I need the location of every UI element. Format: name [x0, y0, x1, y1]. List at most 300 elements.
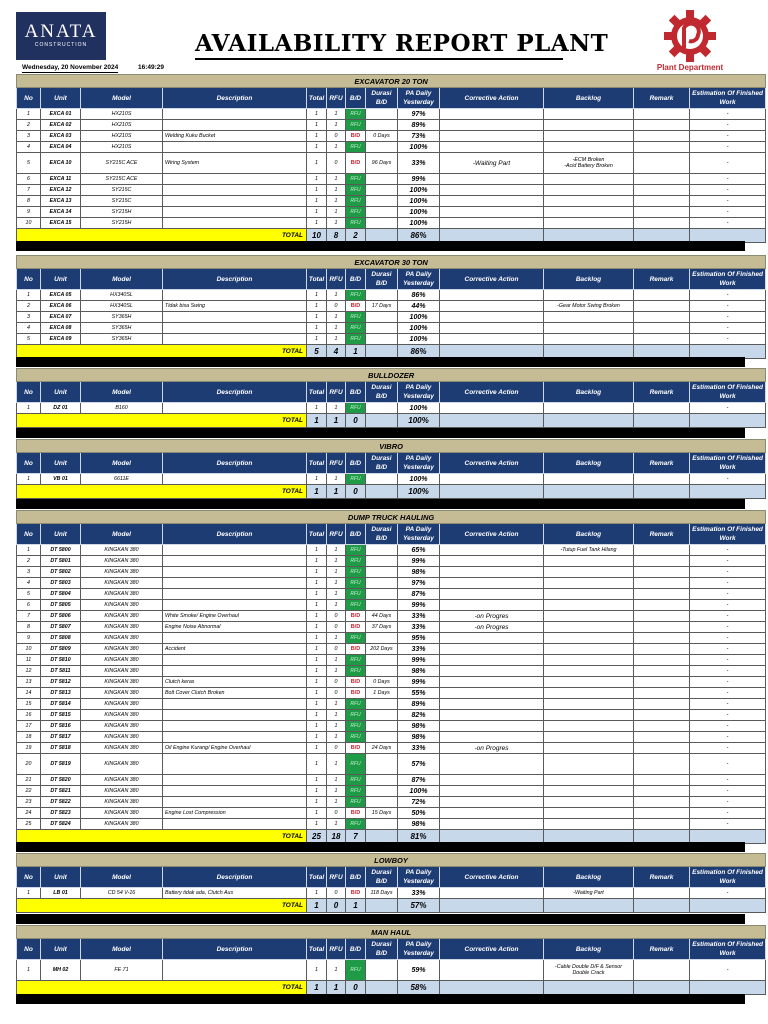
total-backlog — [544, 414, 634, 428]
cell-total: 1 — [307, 666, 327, 677]
cell-pa: 99% — [398, 655, 440, 666]
cell-backlog — [544, 290, 634, 301]
cell-unit: VB 01 — [41, 474, 81, 485]
cell-durasi — [366, 290, 398, 301]
cell-unit: EXCA 02 — [41, 120, 81, 131]
cell-action — [440, 556, 544, 567]
cell-no: 1 — [17, 403, 41, 414]
table-row — [17, 323, 766, 334]
column-header: Total — [307, 867, 327, 888]
cell-desc — [163, 960, 307, 981]
cell-est: - — [690, 578, 766, 589]
table-row — [17, 153, 766, 174]
cell-est: - — [690, 207, 766, 218]
table-row — [17, 196, 766, 207]
section-title: LOWBOY — [17, 854, 766, 867]
cell-durasi: 15 Days — [366, 808, 398, 819]
cell-durasi — [366, 960, 398, 981]
cell-action — [440, 131, 544, 142]
cell-model: KINGKAN 380 — [81, 699, 163, 710]
cell-rfu: 1 — [327, 120, 346, 131]
cell-action — [440, 174, 544, 185]
cell-unit: EXCA 10 — [41, 153, 81, 174]
cell-est: - — [690, 633, 766, 644]
cell-backlog — [544, 120, 634, 131]
cell-total: 1 — [307, 819, 327, 830]
cell-no: 7 — [17, 185, 41, 196]
cell-no: 7 — [17, 611, 41, 622]
cell-pa: 72% — [398, 797, 440, 808]
column-header: Model — [81, 453, 163, 474]
table-row — [17, 545, 766, 556]
cell-bd: RFU — [346, 775, 366, 786]
cell-durasi — [366, 754, 398, 775]
section-divider — [16, 994, 745, 1004]
section-divider — [16, 428, 745, 438]
total-rfu: 1 — [327, 981, 346, 995]
cell-remark — [634, 301, 690, 312]
cell-pa: 99% — [398, 600, 440, 611]
cell-bd: RFU — [346, 474, 366, 485]
cell-backlog — [544, 207, 634, 218]
total-units: 1 — [307, 899, 327, 913]
cell-durasi — [366, 666, 398, 677]
cell-total: 1 — [307, 218, 327, 229]
cell-est: - — [690, 153, 766, 174]
cell-durasi — [366, 545, 398, 556]
cell-model: KINGKAN 380 — [81, 677, 163, 688]
section-header-row — [17, 926, 766, 939]
cell-model: KINGKAN 380 — [81, 808, 163, 819]
cell-rfu: 0 — [327, 301, 346, 312]
cell-model: CD 54 V-16 — [81, 888, 163, 899]
cell-model: KINGKAN 380 — [81, 578, 163, 589]
column-header: Backlog — [544, 867, 634, 888]
cell-bd: B/D — [346, 301, 366, 312]
cell-durasi: 44 Days — [366, 611, 398, 622]
cell-unit: DT 5811 — [41, 666, 81, 677]
cell-rfu: 1 — [327, 600, 346, 611]
total-rfu: 8 — [327, 229, 346, 243]
cell-unit: DT 5807 — [41, 622, 81, 633]
cell-desc — [163, 699, 307, 710]
cell-pa: 98% — [398, 666, 440, 677]
total-rfu: 1 — [327, 414, 346, 428]
total-durasi — [366, 899, 398, 913]
cell-rfu: 0 — [327, 688, 346, 699]
cell-model: KINGKAN 380 — [81, 556, 163, 567]
cell-rfu: 1 — [327, 710, 346, 721]
cell-action — [440, 185, 544, 196]
section-divider — [16, 357, 745, 367]
column-header: PA Daily Yesterday — [398, 453, 440, 474]
column-header: Corrective Action — [440, 524, 544, 545]
cell-est: - — [690, 721, 766, 732]
cell-backlog — [544, 732, 634, 743]
cell-est: - — [690, 196, 766, 207]
table-row — [17, 808, 766, 819]
cell-model: HX340SL — [81, 301, 163, 312]
cell-desc — [163, 600, 307, 611]
cell-action: -Waiting Part — [440, 153, 544, 174]
cell-desc — [163, 545, 307, 556]
section-header-row — [17, 854, 766, 867]
cell-total: 1 — [307, 142, 327, 153]
total-pa: 58% — [398, 981, 440, 995]
table-row — [17, 888, 766, 899]
cell-bd: RFU — [346, 710, 366, 721]
total-pa: 81% — [398, 830, 440, 844]
cell-remark — [634, 218, 690, 229]
cell-unit: EXCA 12 — [41, 185, 81, 196]
column-header: Model — [81, 939, 163, 960]
cell-action — [440, 474, 544, 485]
cell-action — [440, 710, 544, 721]
cell-rfu: 1 — [327, 786, 346, 797]
cell-no: 5 — [17, 334, 41, 345]
cell-durasi — [366, 786, 398, 797]
cell-model: KINGKAN 380 — [81, 589, 163, 600]
total-est — [690, 899, 766, 913]
cell-rfu: 1 — [327, 960, 346, 981]
cell-action — [440, 732, 544, 743]
cell-remark — [634, 644, 690, 655]
cell-action — [440, 196, 544, 207]
cell-remark — [634, 710, 690, 721]
cell-model: HX210S — [81, 120, 163, 131]
cell-bd: RFU — [346, 797, 366, 808]
cell-no: 2 — [17, 301, 41, 312]
cell-desc — [163, 556, 307, 567]
cell-unit: DT 5815 — [41, 710, 81, 721]
logo-name: ANATA — [24, 21, 98, 42]
cell-total: 1 — [307, 403, 327, 414]
cell-rfu: 0 — [327, 622, 346, 633]
section-table — [16, 510, 766, 844]
cell-rfu: 1 — [327, 754, 346, 775]
cell-remark — [634, 732, 690, 743]
total-bd: 0 — [346, 414, 366, 428]
cell-durasi — [366, 721, 398, 732]
cell-no: 4 — [17, 323, 41, 334]
cell-backlog — [544, 699, 634, 710]
cell-unit: DT 5824 — [41, 819, 81, 830]
cell-total: 1 — [307, 578, 327, 589]
table-row — [17, 786, 766, 797]
cell-bd: RFU — [346, 819, 366, 830]
cell-rfu: 1 — [327, 819, 346, 830]
cell-action — [440, 290, 544, 301]
table-row — [17, 721, 766, 732]
cell-rfu: 1 — [327, 545, 346, 556]
cell-unit: EXCA 13 — [41, 196, 81, 207]
cell-remark — [634, 109, 690, 120]
cell-total: 1 — [307, 808, 327, 819]
cell-desc — [163, 403, 307, 414]
total-pa: 86% — [398, 229, 440, 243]
cell-total: 1 — [307, 633, 327, 644]
cell-backlog — [544, 334, 634, 345]
cell-backlog — [544, 754, 634, 775]
cell-total: 1 — [307, 655, 327, 666]
cell-model: SY365H — [81, 312, 163, 323]
cell-unit: DT 5814 — [41, 699, 81, 710]
column-header: No — [17, 453, 41, 474]
cell-desc — [163, 666, 307, 677]
column-header: Unit — [41, 524, 81, 545]
cell-durasi — [366, 403, 398, 414]
cell-total: 1 — [307, 710, 327, 721]
cell-no: 1 — [17, 109, 41, 120]
cell-durasi — [366, 600, 398, 611]
cell-no: 19 — [17, 743, 41, 754]
cell-unit: DT 5810 — [41, 655, 81, 666]
cell-durasi — [366, 207, 398, 218]
column-header: PA Daily Yesterday — [398, 382, 440, 403]
column-header: Remark — [634, 939, 690, 960]
column-header: B/D — [346, 269, 366, 290]
cell-unit: EXCA 07 — [41, 312, 81, 323]
total-row — [17, 899, 766, 913]
cell-action — [440, 207, 544, 218]
cell-desc: Wiring System — [163, 153, 307, 174]
cell-remark — [634, 545, 690, 556]
cell-pa: 99% — [398, 174, 440, 185]
report-title: AVAILABILITY REPORT PLANT — [195, 30, 609, 57]
cell-pa: 97% — [398, 109, 440, 120]
column-header: PA Daily Yesterday — [398, 867, 440, 888]
cell-action — [440, 688, 544, 699]
cell-no: 14 — [17, 688, 41, 699]
cell-total: 1 — [307, 323, 327, 334]
cell-model: KINGKAN 380 — [81, 819, 163, 830]
cell-bd: RFU — [346, 732, 366, 743]
cell-total: 1 — [307, 775, 327, 786]
cell-remark — [634, 688, 690, 699]
column-header: Estimation Of Finished Work — [690, 88, 766, 109]
cell-unit: MH 02 — [41, 960, 81, 981]
cell-remark — [634, 699, 690, 710]
column-header: Corrective Action — [440, 939, 544, 960]
cell-est: - — [690, 312, 766, 323]
cell-durasi — [366, 567, 398, 578]
cell-backlog: -Cable Double D/F & Sensor Double Crack — [544, 960, 634, 981]
table-row — [17, 655, 766, 666]
cell-desc — [163, 655, 307, 666]
cell-bd: RFU — [346, 786, 366, 797]
cell-action — [440, 808, 544, 819]
section-divider — [16, 914, 745, 924]
table-row — [17, 142, 766, 153]
cell-total: 1 — [307, 301, 327, 312]
cell-pa: 87% — [398, 775, 440, 786]
cell-total: 1 — [307, 196, 327, 207]
cell-pa: 33% — [398, 644, 440, 655]
cell-desc: White Smoke/ Engine Overhaul — [163, 611, 307, 622]
cell-model: KINGKAN 380 — [81, 655, 163, 666]
cell-desc — [163, 109, 307, 120]
section-title: EXCAVATOR 20 TON — [17, 75, 766, 88]
cell-model: SY215C — [81, 185, 163, 196]
column-header: Unit — [41, 88, 81, 109]
total-rfu: 0 — [327, 899, 346, 913]
cell-remark — [634, 567, 690, 578]
cell-unit: EXCA 08 — [41, 323, 81, 334]
cell-est: - — [690, 142, 766, 153]
cell-total: 1 — [307, 589, 327, 600]
table-row — [17, 567, 766, 578]
cell-durasi — [366, 578, 398, 589]
total-units: 5 — [307, 345, 327, 359]
cell-no: 21 — [17, 775, 41, 786]
column-header: No — [17, 269, 41, 290]
table-row — [17, 819, 766, 830]
total-bd: 0 — [346, 981, 366, 995]
cell-no: 10 — [17, 218, 41, 229]
cell-durasi — [366, 589, 398, 600]
cell-total: 1 — [307, 743, 327, 754]
cell-desc — [163, 142, 307, 153]
column-header: Remark — [634, 269, 690, 290]
cell-desc — [163, 754, 307, 775]
company-logo — [16, 12, 106, 60]
cell-desc — [163, 174, 307, 185]
column-header: Corrective Action — [440, 382, 544, 403]
cell-est: - — [690, 109, 766, 120]
cell-bd: B/D — [346, 644, 366, 655]
cell-pa: 99% — [398, 677, 440, 688]
cell-unit: DZ 01 — [41, 403, 81, 414]
cell-rfu: 1 — [327, 312, 346, 323]
cell-action — [440, 301, 544, 312]
cell-total: 1 — [307, 131, 327, 142]
table-row — [17, 174, 766, 185]
cell-est: - — [690, 743, 766, 754]
cell-est: - — [690, 888, 766, 899]
section-title: MAN HAUL — [17, 926, 766, 939]
cell-backlog — [544, 677, 634, 688]
cell-action — [440, 567, 544, 578]
cell-no: 3 — [17, 567, 41, 578]
section-title: DUMP TRUCK HAULING — [17, 511, 766, 524]
cell-desc: Tidak bisa Swing — [163, 301, 307, 312]
cell-pa: 89% — [398, 699, 440, 710]
cell-rfu: 0 — [327, 644, 346, 655]
cell-unit: DT 5817 — [41, 732, 81, 743]
cell-action — [440, 589, 544, 600]
cell-est: - — [690, 120, 766, 131]
cell-unit: DT 5802 — [41, 567, 81, 578]
cell-total: 1 — [307, 556, 327, 567]
column-header: Unit — [41, 382, 81, 403]
cell-action — [440, 334, 544, 345]
cell-backlog — [544, 797, 634, 808]
column-header: Unit — [41, 269, 81, 290]
cell-action — [440, 218, 544, 229]
cell-bd: RFU — [346, 556, 366, 567]
column-header: Durasi B/D — [366, 269, 398, 290]
column-header: No — [17, 524, 41, 545]
table-row — [17, 732, 766, 743]
total-pa: 86% — [398, 345, 440, 359]
table-row — [17, 644, 766, 655]
cell-backlog — [544, 611, 634, 622]
cell-total: 1 — [307, 754, 327, 775]
total-rfu: 1 — [327, 485, 346, 499]
column-header: Unit — [41, 453, 81, 474]
cell-desc: Engine Lost Compression — [163, 808, 307, 819]
cell-action: -on Progres — [440, 611, 544, 622]
total-label: TOTAL — [17, 899, 307, 913]
cell-est: - — [690, 567, 766, 578]
cell-rfu: 0 — [327, 131, 346, 142]
cell-pa: 100% — [398, 142, 440, 153]
column-header: No — [17, 88, 41, 109]
cell-remark — [634, 556, 690, 567]
column-header: RFU — [327, 939, 346, 960]
plant-department-logo — [642, 10, 738, 74]
cell-action — [440, 786, 544, 797]
cell-bd: RFU — [346, 754, 366, 775]
section-divider — [16, 241, 745, 251]
column-header: Backlog — [544, 269, 634, 290]
cell-est: - — [690, 323, 766, 334]
cell-no: 16 — [17, 710, 41, 721]
cell-bd: RFU — [346, 120, 366, 131]
cell-model: SY365H — [81, 323, 163, 334]
cell-rfu: 0 — [327, 677, 346, 688]
cell-bd: RFU — [346, 655, 366, 666]
cell-action — [440, 545, 544, 556]
column-header: Estimation Of Finished Work — [690, 524, 766, 545]
cell-no: 1 — [17, 888, 41, 899]
cell-est: - — [690, 819, 766, 830]
department-label-2: Department — [678, 63, 724, 72]
cell-rfu: 0 — [327, 888, 346, 899]
cell-unit: DT 5805 — [41, 600, 81, 611]
cell-bd: RFU — [346, 334, 366, 345]
cell-unit: LB 01 — [41, 888, 81, 899]
column-header: Corrective Action — [440, 453, 544, 474]
cell-remark — [634, 786, 690, 797]
cell-no: 2 — [17, 556, 41, 567]
cell-durasi: 0 Days — [366, 677, 398, 688]
title-underline — [195, 58, 563, 60]
column-header: Backlog — [544, 939, 634, 960]
cell-total: 1 — [307, 567, 327, 578]
cell-pa: 86% — [398, 290, 440, 301]
section-header-row — [17, 440, 766, 453]
cell-pa: 100% — [398, 403, 440, 414]
cell-desc — [163, 578, 307, 589]
cell-unit: DT 5820 — [41, 775, 81, 786]
cell-pa: 33% — [398, 743, 440, 754]
column-header: No — [17, 939, 41, 960]
table-row — [17, 474, 766, 485]
cell-remark — [634, 120, 690, 131]
column-header: Model — [81, 867, 163, 888]
column-header: Description — [163, 88, 307, 109]
cell-remark — [634, 207, 690, 218]
cell-remark — [634, 960, 690, 981]
cell-remark — [634, 611, 690, 622]
cell-no: 5 — [17, 153, 41, 174]
cell-total: 1 — [307, 312, 327, 323]
cell-est: - — [690, 403, 766, 414]
cell-total: 1 — [307, 334, 327, 345]
cell-desc — [163, 218, 307, 229]
column-header: PA Daily Yesterday — [398, 269, 440, 290]
